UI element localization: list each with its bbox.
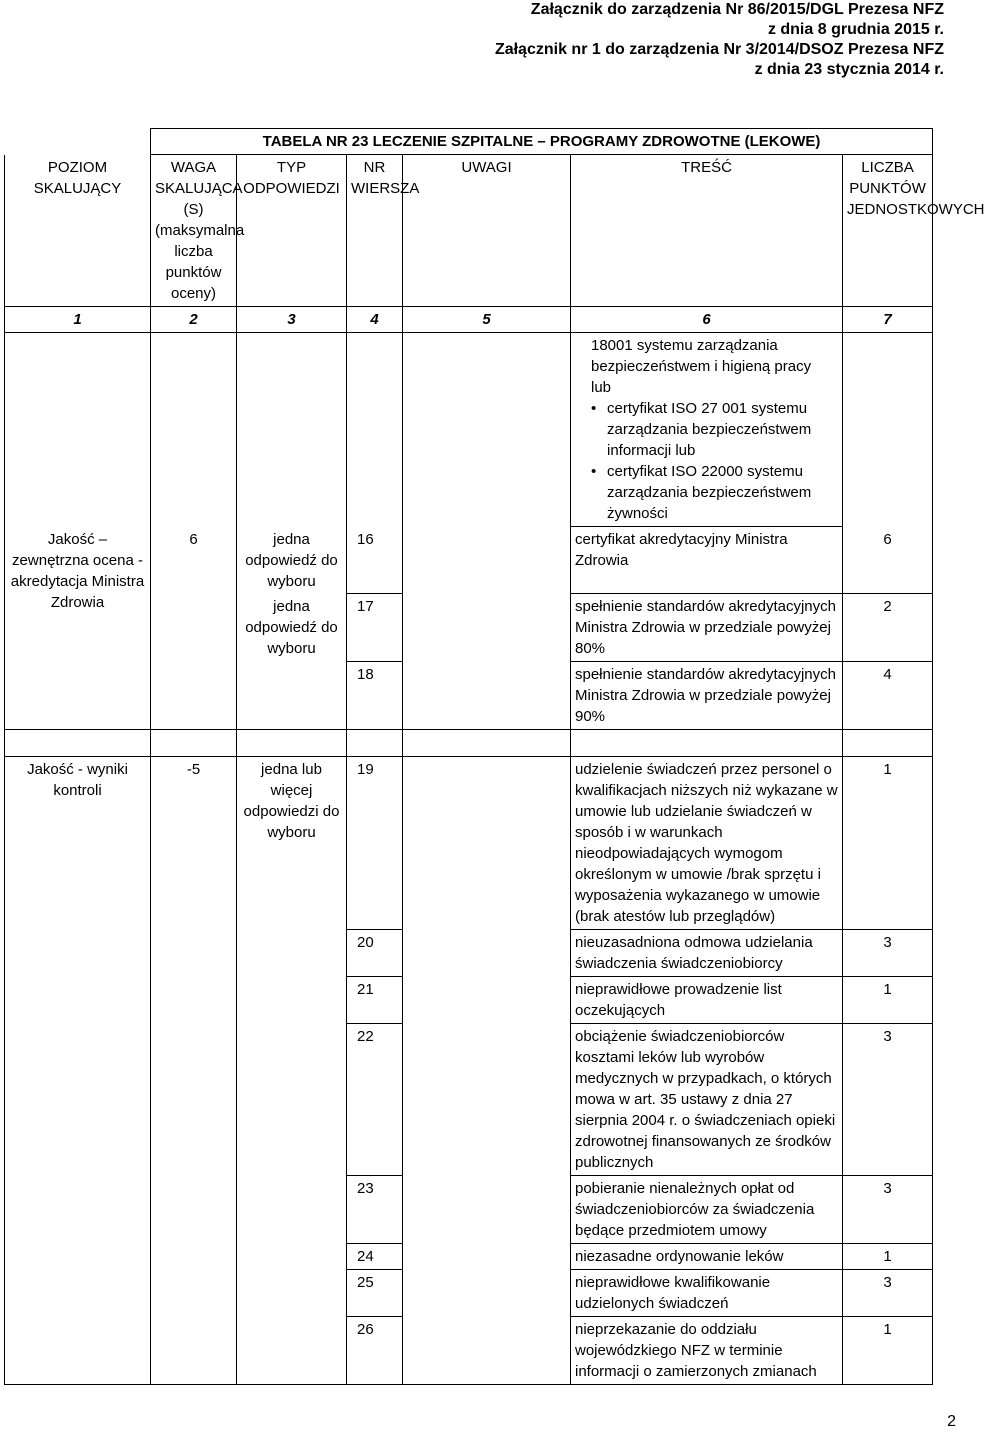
col-number: 1 [5,307,151,333]
col-number: 7 [843,307,933,333]
row-number: 16 [347,527,403,594]
row-content: pobieranie nienależnych opłat od świadczeniobiorców za świadczenia będące przedmiotem umowy [571,1176,843,1244]
row-content: nieprawidłowe kwalifikowanie udzielonych świadczeń [571,1270,843,1317]
remarks-cell [403,757,571,1385]
row-points: 1 [843,757,933,930]
row-number: 26 [347,1317,403,1385]
row-content: spełnienie standardów akredytacyjnych Ministra Zdrowia w przedziale powyżej 90% [571,662,843,730]
row-points: 3 [843,1024,933,1176]
continuation-row [5,333,933,527]
header-uwagi: UWAGI [403,155,571,307]
certificate-list [591,398,838,524]
column-number-row [5,307,933,333]
row-points: 3 [843,1176,933,1244]
row-content: nieprawidłowe prowadzenie list oczekujących [571,977,843,1024]
header-line-1: Załącznik do zarządzenia Nr 86/2015/DGL Prezesa NFZ [530,1,944,18]
scoring-table [4,128,985,1385]
table-row [5,527,933,594]
row-content: nieprzekazanie do oddziału wojewódzkiego NFZ w terminie informacji o zamierzonych zmianach [571,1317,843,1385]
row-content: udzielenie świadczeń przez personel o kwalifikacjach niższych niż wykazane w umowie lub udzielanie świadczeń w sposób i w warunkach nieodpowiadających wymogom określonym w umowie /brak sprzętu i wyposażenia wykazanego w umowie (brak atestów lub przeglądów) [571,757,843,930]
col-number: 4 [347,307,403,333]
row-number: 25 [347,1270,403,1317]
col-number: 3 [237,307,347,333]
table-title: TABELA NR 23 LECZENIE SZPITALNE – PROGRAMY ZDROWOTNE (LEKOWE) [151,129,933,155]
row-points: 3 [843,1270,933,1317]
row-content: niezasadne ordynowanie leków [571,1244,843,1270]
column-header-row [5,155,933,307]
response-type: jedna odpowiedź do wyboru [237,527,347,594]
row-number: 17 [347,594,403,662]
row-number: 24 [347,1244,403,1270]
row-points: 2 [843,594,933,662]
row-number: 21 [347,977,403,1024]
level-control: Jakość - wyniki kontroli [5,757,151,1385]
header-line-2: z dnia 8 grudnia 2015 r. [767,21,944,38]
continuation-text: 18001 systemu zarządzania bezpieczeństwem i higieną pracy [591,337,812,375]
table-row [5,757,933,930]
col-number: 5 [403,307,571,333]
weight-control: -5 [151,757,237,1385]
level-accreditation: Jakość – zewnętrzna ocena - akredytacja Ministra Zdrowia [5,527,151,730]
header-nr: NR WIERSZA [347,155,403,307]
row-number: 19 [347,757,403,930]
row-content: nieuzasadniona odmowa udzielania świadczenia świadczeniobiorcy [571,930,843,977]
header-waga: WAGA SKALUJĄCA (S) (maksymalna liczba punktów oceny) [151,155,237,307]
row-content: obciążenie świadczeniobiorców kosztami leków lub wyrobów medycznych w przypadkach, o których mowa w art. 35 ustawy z dnia 27 sierpnia 2004 r. o świadczeniach opieki zdrowotnej finansowanych ze środków publicznych [571,1024,843,1176]
header-typ: TYP ODPOWIEDZI [237,155,347,307]
header-line-4: z dnia 23 stycznia 2014 r. [754,61,944,78]
weight-accreditation: 6 [151,527,237,730]
response-type: jedna odpowiedź do wyboru [237,594,347,730]
col-number: 6 [571,307,843,333]
row-points: 4 [843,662,933,730]
col-number: 2 [151,307,237,333]
list-item: • certyfikat ISO 27 001 systemu zarządzania bezpieczeństwem informacji lub [607,398,838,461]
header-line-3: Załącznik nr 1 do zarządzenia Nr 3/2014/DSOZ Prezesa NFZ [494,41,944,58]
header-poziom: POZIOM SKALUJĄCY [5,155,151,307]
row-number: 23 [347,1176,403,1244]
row-number: 22 [347,1024,403,1176]
continuation-content [571,333,843,527]
row-number: 18 [347,662,403,730]
row-number: 20 [347,930,403,977]
row-content: certyfikat akredytacyjny Ministra Zdrowia [571,527,843,594]
list-item: • certyfikat ISO 22000 systemu zarządzania bezpieczeństwem żywności [607,461,838,524]
header-tresc: TREŚĆ [571,155,843,307]
page-number: 2 [947,1413,956,1430]
remarks-cell [403,527,571,730]
row-points: 6 [843,527,933,594]
row-points: 1 [843,1244,933,1270]
header-liczba: LICZBA PUNKTÓW JEDNOSTKOWYCH [843,155,933,307]
response-type: jedna lub więcej odpowiedzi do wyboru [237,757,347,1385]
row-points: 3 [843,930,933,977]
row-content: spełnienie standardów akredytacyjnych Ministra Zdrowia w przedziale powyżej 80% [571,594,843,662]
continuation-or: lub [591,379,612,396]
document-header [495,0,944,80]
row-points: 1 [843,1317,933,1385]
row-points: 1 [843,977,933,1024]
